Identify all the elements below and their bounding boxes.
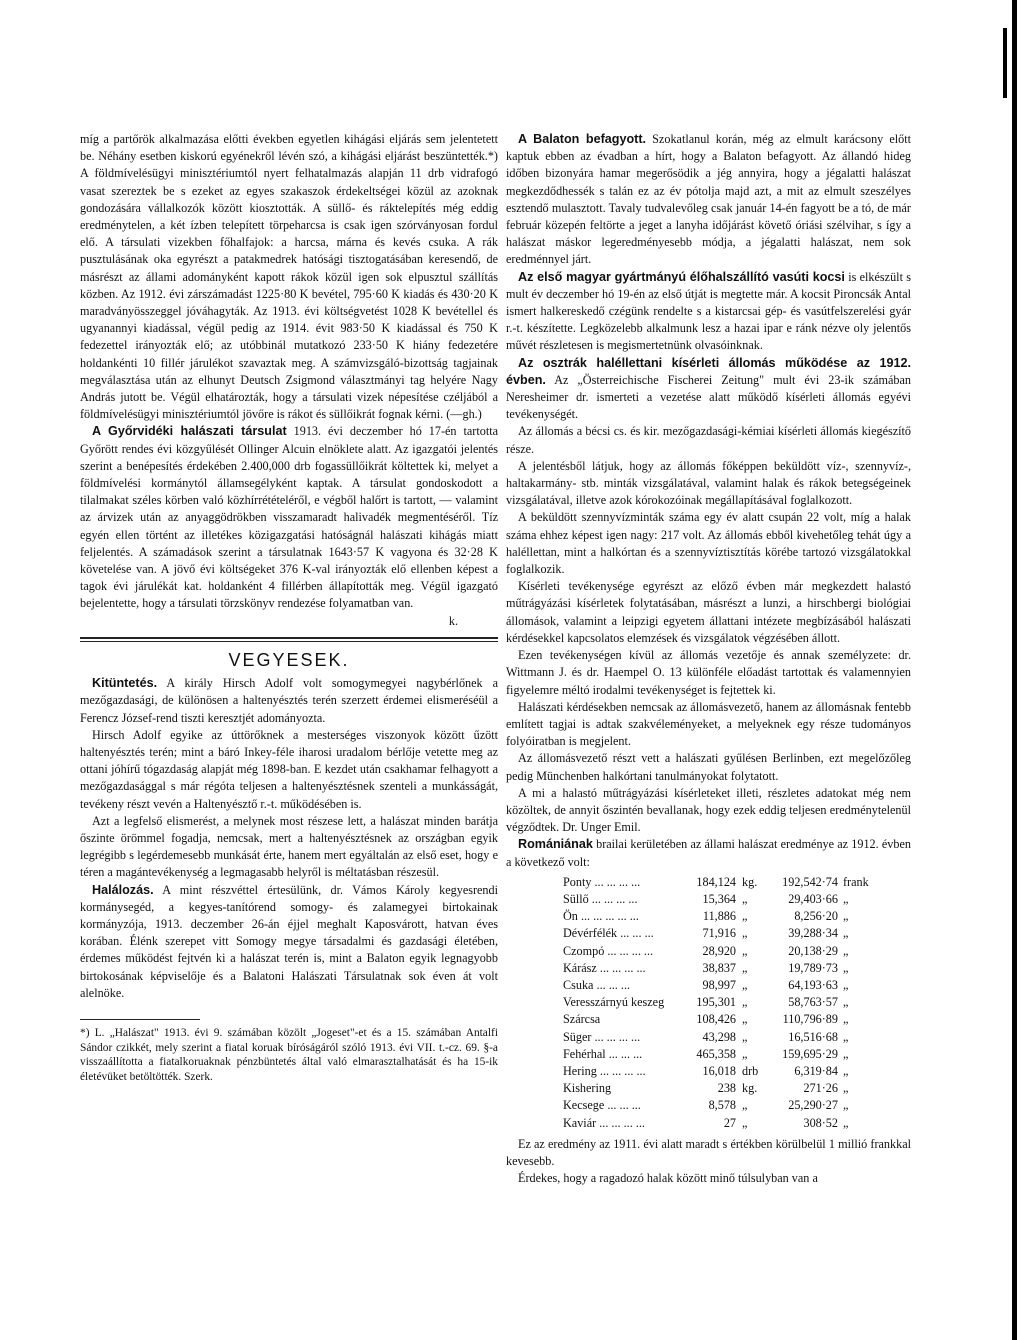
fish-name: Dévérfélék ... ... ... (563, 926, 654, 941)
paragraph-gyorvideki: A Győrvidéki halászati társulat 1913. évi deczember hó 17-én tartotta Győrött rendes évi közgyűlését Ollinger Alcuin elnöklete alatt. Az igazgatói jelentés szerint a benépesítés érdekében 2.400,000 drb fogassüllőikrát költettek ki, melyet a földmívelési kormánytól államsegélyként kaptak. A társulat gondoskodott a tilalmakat széles körben való közhírrétételéről, e végből halőrt is tartott, — valamint az árvizek után az anyaggödrökben visszamaradt halivadék megmentéséről. Tíz egyén ellen történt az illetékes közigazgatási hatóságnál halászati kihágás miatt feljelentés. A számadások szerint a társulatnak 1643·57 K vagyona és 32·28 K követelése van. A jövő évi költségeket 376 K-val irányozták elő ellenben képest a tagok évi járulékát kat. holdanként 4 fillérben állapították meg. Végül igazgató bejelentette, hogy a társulati törzskönyv rendezése folyamatban van. (80, 424, 498, 611)
section-title-vegyesek: VEGYESEK. (228, 649, 350, 670)
fish-value: 159,695·29 (782, 1046, 838, 1061)
fish-unit: „ (742, 926, 748, 941)
table-row (563, 960, 883, 977)
fish-value: 25,290·27 (788, 1098, 838, 1113)
table-row (563, 908, 883, 925)
signature-k: k. (448, 613, 458, 628)
table-row (563, 891, 883, 908)
fish-currency: „ (843, 977, 849, 992)
fish-value: 29,403·66 (788, 891, 838, 906)
fish-unit: „ (742, 1115, 748, 1130)
fish-currency: „ (843, 1098, 849, 1113)
fish-quantity: 98,997 (702, 977, 736, 992)
section-rule-thin (80, 641, 498, 642)
table-row (563, 1115, 883, 1132)
heading-gyorvideki: A Győrvidéki halászati társulat (92, 424, 287, 439)
fish-currency: „ (843, 891, 849, 906)
fish-quantity: 27 (723, 1115, 736, 1130)
fish-currency: frank (843, 874, 869, 889)
paragraph-berlin: Az állomásvezető részt vett a halászati gyűlésen Berlinben, ezt megelőzőleg pedig Münchenben halkórtani tanulmányokat folytatott. (506, 751, 911, 783)
fish-name: Ponty ... ... ... ... (563, 874, 641, 889)
paragraph-elismeres: Azt a legfelső elismerést, a melynek most részese lett, a halászat minden barátja őszinte örömmel fogadja, nemcsak, mert a haltenyésztésnek az országban egyik legrégibb s legérdemesebb munkását érte, hanem mert egyáltalán az első eset, hogy e téren a magántevékenység a legmagasabb helyről is méltatásban részesül. (80, 813, 498, 880)
fish-value: 64,193·63 (788, 977, 838, 992)
fish-name: Fehérhal ... ... ... (563, 1046, 643, 1061)
fish-currency: „ (843, 943, 849, 958)
paragraph-vizminta: A beküldött szennyvízminták száma egy év alatt csupán 22 volt, míg a halak száma ehhez képest igen nagy: 217 volt. Az állomás ebből kivehetőleg tehát úgy a haléllettan, mint a halkórtan és a szennyvíztisztítás körébe tartozó vizsgálatokkal foglalkozik. (506, 510, 911, 577)
fish-unit: „ (742, 977, 748, 992)
fish-value: 308·52 (803, 1115, 838, 1130)
fish-currency: „ (843, 1063, 849, 1078)
paragraph-halszallito: Az első magyar gyártmányú élőhalszállító vasúti kocsi is elkészült s mult év deczember hó 19-én az első útját is megtette már. A kocsit Pironcsák Antal ismert halkereskedő czégünk rendelte s a kistarcsai gép- és vasútfelszerelési gyár r.-t. készítette. Legközelebb alkalmunk lesz a hazai ipar e ránk nézve oly jelentős művét részletesen is megismertetnünk olvasóinknak. (506, 269, 911, 353)
fish-value: 6,319·84 (794, 1063, 838, 1078)
fish-unit: „ (742, 1012, 748, 1027)
fish-unit: „ (742, 1098, 748, 1113)
fish-unit: kg. (742, 1081, 758, 1096)
scan-edge-bar (1012, 0, 1017, 1340)
catch-table (563, 874, 883, 1132)
table-row (563, 925, 883, 942)
fish-value: 39,288·34 (788, 926, 838, 941)
fish-currency: „ (843, 995, 849, 1010)
paragraph-halalozas: Halálozás. A mint részvéttel értesülünk, dr. Vámos Károly kegyesrendi kormánysegéd, a kegyes-tanítórend somogy- és zalamegyei birtokainak kormányzója, 1913. deczember 26-án éjjel meghalt Kaposvárott, hatvan éves korában. Élénk szerepet vitt Somogy megye társadalmi és gazdasági életében, érdemes működést fejtvén ki a halászat terén is, mint a Balaton egyik legnagyobb birtokosának képviselője és a Balatoni Halászati Társulatnak sok éven át volt alelnöke. (80, 882, 499, 1000)
fish-name: Szárcsa (563, 1012, 601, 1027)
fish-unit: kg. (742, 874, 758, 889)
fish-unit: „ (742, 943, 748, 958)
table-row (563, 1063, 883, 1080)
table-row (563, 874, 883, 891)
fish-currency: „ (843, 1029, 849, 1044)
fish-name: Czompó ... ... ... ... (563, 943, 654, 958)
paragraph-balaton: A Balaton befagyott. Szokatlanul korán, még az elmult karácsony előtt kaptuk ebben az évadban a hírt, hogy a Balaton befagyott. Az állandó hideg időben bizonyára hamar megerősödik a jég annyira, hogy a jégalatti halászat megkezdődhessék s talán ez az év pótolja majd azt, a mit az elmult szeszélyes esztendő mulasztott. Tavaly tudvalevőleg csak január 14-én fagyott be a tó, de már február közepén feltörte a jeget a lanyha időjárást követő óriási szélvihar, s így a halászat máskor legeredményesebb módja, a jégalatti halászat, nem sok eredménnyel járt. (506, 132, 912, 267)
signature-gh: (—gh.) (446, 407, 482, 422)
fish-name: Süllő ... ... ... ... (563, 891, 638, 906)
heading-halalozas: Halálozás. (92, 882, 154, 897)
paragraph-vidrafogo: míg a partőrök alkalmazása előtti években egyetlen kihágási eljárás sem jelentetett be. Néhány esetben kiskorú egyénekről lévén szó, a kihágási eljárást beszüntették.*) A földmívelésügyi minisztériumtól nyert felhatalmazás alapján 11 drb vidrafogó vasat szereztek be s ezeket az egyes szakaszok érdekeltségei közül az azoknak gondozására vállalkozók között kiosztották. A süllő- és ráktelepítés még eddig eredménytelen, a két ízben telepített törpeharcsa is csak igen szórványosan fordul elő. A társulati vizekben főhalfajok: a harcsa, márna és kevés csuka. A rák pusztulásának oka egyrészt a patakmedrek hatósági tisztogatásában keresendő, de másrészt az állami adományként kapott rákok közül igen sok elpusztul szállítás közben. Az 1912. évi zárszámadást 1225·80 K bevétel, 795·60 K kiadás és 430·20 K maradványösszeggel jóváhagyták. Az 1913. évi költségvetést 1028 K bevétellel és ugyanannyi kiadással, végül pedig az 1914. évit 983·50 K kiadással és 750 K fedezettel irányozták elő; az utóbbinál mutatkozó 233·50 K hiány fedezetére holdankénti 10 fillér járulékot szavaztak meg. A számvizsgáló-bizottság tagjainak megválasztása után az elhunyt Deutsch Zsigmond választmányi tag helyére Nagy András jutott be. Végül elhatározták, hogy a társulati vizek népesítése czéljából a földmívelésügyi minisztériumtól jövőre is rákot és süllőikrát fognak kérni. (—gh.) (80, 132, 498, 422)
fish-value: 192,542·74 (782, 874, 838, 889)
fish-unit: „ (742, 909, 748, 924)
fish-name: Hering ... ... ... ... (563, 1063, 646, 1078)
table-row (563, 994, 883, 1011)
fish-currency: „ (843, 960, 849, 975)
fish-currency: „ (843, 1081, 849, 1096)
fish-unit: „ (742, 995, 748, 1010)
fish-name: Süger ... ... ... ... (563, 1029, 641, 1044)
right-column (506, 131, 911, 1187)
fish-name: Veresszárnyú keszeg (563, 995, 665, 1010)
table-row (563, 1097, 883, 1114)
fish-value: 8,256·20 (794, 909, 838, 924)
table-row (563, 1011, 883, 1028)
fish-value: 16,516·68 (788, 1029, 838, 1044)
fish-currency: „ (843, 926, 849, 941)
fish-quantity: 28,920 (702, 943, 736, 958)
paragraph-romania: Romániának brailai kerületében az állami halászat eredménye az 1912. évben a következő volt: (506, 837, 911, 869)
paragraph-szakvelemeny: Halászati kérdésekben nemcsak az állomásvezető, hanem az állomásnak fentebb említett tagjai is adtak szakvéleményeket, a melyeknek egy része tudományos folyóiratban is megjelent. (506, 699, 911, 749)
fish-value: 58,763·57 (788, 995, 838, 1010)
fish-currency: „ (843, 1115, 849, 1130)
footnote-signature: Szerk. (184, 1070, 213, 1083)
fish-unit: „ (742, 1029, 748, 1044)
fish-name: Kishering (563, 1081, 612, 1096)
fish-unit: „ (742, 1046, 748, 1061)
paragraph-jelentes: A jelentésből látjuk, hogy az állomás főképpen beküldött víz-, szennyvíz-, haltakarmány- stb. minták vizsgálatával, valamint halak és rákok betegségeinek vizsgálatával, illetve azok kórokozóinak megállapításával foglalkozott. (506, 458, 911, 508)
heading-kituntetes: Kitüntetés. (92, 676, 158, 691)
paragraph-allomas: Az állomás a bécsi cs. és kir. mezőgazdasági-kémiai kísérleti állomás kiegészítő része. (506, 424, 911, 456)
fish-quantity: 184,124 (696, 874, 736, 889)
fish-quantity: 8,578 (708, 1098, 736, 1113)
fish-quantity: 43,298 (702, 1029, 736, 1044)
paragraph-hirsch: Hirsch Adolf egyike az úttörőknek a mesterséges viszonyok között űzött haltenyésztés terén; mint a báró Inkey-féle iharosi uradalom bérlője vetette meg az ottani jóhírű tógazdaság alapját még 1898-ban. E kezdet után csakhamar felhagyott a mezőgazdasággal s már régóta teljesen a haltenyésztésnek szenteli a munkásságát, tevékeny részt vevén a Haltenyésztő r.-t. működésében is. (80, 727, 498, 811)
table-row (563, 1029, 883, 1046)
fish-currency: „ (843, 909, 849, 924)
heading-halszallito: Az első magyar gyártmányú élőhalszállító vasúti kocsi (518, 269, 845, 284)
scan-edge-tick (1003, 28, 1007, 98)
paragraph-mutragya: A mi a halastó műtrágyázási kísérleteket illeti, részletes adatokat még nem közöltek, de annyit őszintén bevallanak, hogy ezek eddig teljesen eredménytelenül végződtek. Dr. Unger Emil. (506, 785, 911, 835)
paragraph-erdekes: Érdekes, hogy a ragadozó halak között minő túlsulyban van a (518, 1171, 818, 1186)
table-row (563, 943, 883, 960)
paragraph-osztrak: Az osztrák haléllettani kísérleti állomás működése az 1912. évben. Az „Österreichische Fischerei Zeitung" mult évi 23-ik számában Neresheimer dr. ismerteti a vezetése alatt működő kísérleti állomás egyévi tevékenységét. (506, 355, 912, 422)
fish-name: Ön ... ... ... ... ... (563, 909, 639, 924)
fish-value: 19,789·73 (788, 960, 838, 975)
fish-quantity: 15,364 (702, 891, 736, 906)
table-row (563, 1080, 883, 1097)
fish-value: 110,796·89 (782, 1012, 838, 1027)
signature-unger: Dr. Unger Emil. (562, 820, 641, 835)
footnote-rule (80, 1019, 200, 1020)
paragraph-eloadasok: Ezen tevékenységen kívül az állomás vezetője és annak személyzete: dr. Wittmann J. és dr. Haempel O. 13 különféle előadást tartottak és valamennyien figyelemre méltó irodalmi tevékenységet is fejtettek ki. (506, 648, 911, 697)
paragraph-kiserleti: Kísérleti tevékenysége egyrészt az előző évben már megkezdett halastó műtrágyázási kísérletek folytatásában, másrészt a lunzi, a hirschbergi biológiai állomások, valamint a leipzigi egyetem állattani intézete megbízásából halászati kérdésekkel kapcsolatos elemzések és vizsgálatok végzésében állott. (506, 579, 911, 645)
fish-name: Kárász ... ... ... ... (563, 960, 646, 975)
fish-value: 20,138·29 (788, 943, 838, 958)
fish-quantity: 38,837 (702, 960, 736, 975)
fish-quantity: 195,301 (696, 995, 736, 1010)
table-row (563, 977, 883, 994)
fish-quantity: 16,018 (702, 1063, 736, 1078)
fish-currency: „ (843, 1012, 849, 1027)
section-rule (80, 637, 498, 639)
fish-quantity: 238 (717, 1081, 736, 1096)
fish-quantity: 11,886 (702, 909, 736, 924)
fish-unit: „ (742, 960, 748, 975)
fish-name: Csuka ... ... ... (563, 977, 631, 992)
fish-name: Kaviár ... ... ... ... (563, 1115, 645, 1130)
heading-romania: Romániának (518, 837, 593, 852)
paragraph-eredmeny: Ez az eredmény az 1911. évi alatt maradt s értékben körülbelül 1 millió frankkal kevesebb. (506, 1136, 911, 1168)
table-row (563, 1046, 883, 1063)
footnote: *) L. „Halászat" 1913. évi 9. számában közölt „Jogeset"-et és a 15. számában Antalfi Sándor czikkét, mely szerint a fiatal koruak bíróságáról szóló 1913. évi VII. t.-cz. 69. §-a visszaállította a fiatalkoruaknak pénzbüntetés által való elmarasztalhatását és ha 15-ik életévüket betöltötték. Szerk. (80, 1026, 498, 1083)
heading-osztrak: Az osztrák haléllettani kísérleti állomás működése az 1912. évben. (506, 355, 911, 387)
fish-currency: „ (843, 1046, 849, 1061)
left-column (80, 131, 498, 1084)
heading-balaton: A Balaton befagyott. (518, 132, 647, 146)
fish-value: 271·26 (803, 1081, 838, 1096)
fish-quantity: 108,426 (696, 1012, 736, 1027)
fish-quantity: 465,358 (696, 1046, 736, 1061)
paragraph-kituntetes: Kitüntetés. A király Hirsch Adolf volt somogymegyei nagybérlőnek a mezőgazdasági, de különösen a haltenyésztés terén szerzett érdemei elismeréséül a Ferencz József-rend tiszti keresztjét adományozta. (80, 676, 498, 725)
fish-unit: drb (742, 1063, 759, 1078)
fish-quantity: 71,916 (702, 926, 736, 941)
fish-name: Kecsege ... ... ... (563, 1098, 641, 1113)
fish-unit: „ (742, 891, 748, 906)
